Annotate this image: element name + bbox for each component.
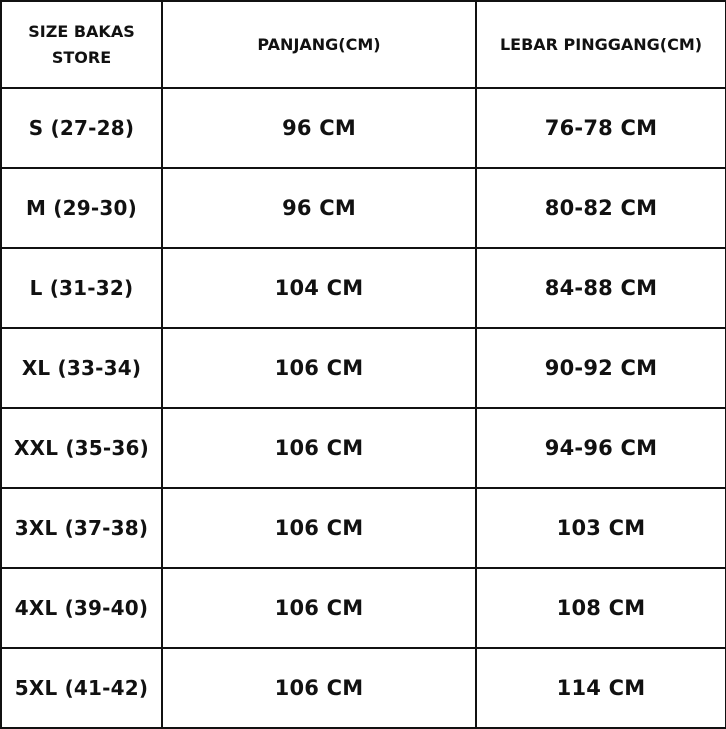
lebar-pinggang-cell: 94-96 CM xyxy=(476,408,726,488)
size-cell: S (27-28) xyxy=(1,88,162,168)
lebar-pinggang-cell: 84-88 CM xyxy=(476,248,726,328)
header-size: SIZE BAKAS STORE xyxy=(1,1,162,88)
table-row xyxy=(1,408,726,488)
header-panjang: PANJANG(CM) xyxy=(162,1,476,88)
panjang-cell: 106 CM xyxy=(162,568,476,648)
panjang-cell: 96 CM xyxy=(162,168,476,248)
size-cell: XXL (35-36) xyxy=(1,408,162,488)
size-cell: 3XL (37-38) xyxy=(1,488,162,568)
table-row xyxy=(1,488,726,568)
table-row xyxy=(1,568,726,648)
table-row xyxy=(1,328,726,408)
panjang-cell: 106 CM xyxy=(162,488,476,568)
lebar-pinggang-cell: 103 CM xyxy=(476,488,726,568)
panjang-cell: 106 CM xyxy=(162,328,476,408)
size-cell: M (29-30) xyxy=(1,168,162,248)
panjang-cell: 106 CM xyxy=(162,648,476,728)
size-cell: 5XL (41-42) xyxy=(1,648,162,728)
header-lebar-pinggang: LEBAR PINGGANG(CM) xyxy=(476,1,726,88)
panjang-cell: 96 CM xyxy=(162,88,476,168)
table-row xyxy=(1,88,726,168)
lebar-pinggang-cell: 114 CM xyxy=(476,648,726,728)
table-row xyxy=(1,648,726,728)
panjang-cell: 106 CM xyxy=(162,408,476,488)
size-cell: XL (33-34) xyxy=(1,328,162,408)
lebar-pinggang-cell: 76-78 CM xyxy=(476,88,726,168)
header-row xyxy=(1,1,726,88)
table-row xyxy=(1,168,726,248)
size-cell: L (31-32) xyxy=(1,248,162,328)
size-cell: 4XL (39-40) xyxy=(1,568,162,648)
table-row xyxy=(1,248,726,328)
lebar-pinggang-cell: 80-82 CM xyxy=(476,168,726,248)
lebar-pinggang-cell: 90-92 CM xyxy=(476,328,726,408)
panjang-cell: 104 CM xyxy=(162,248,476,328)
lebar-pinggang-cell: 108 CM xyxy=(476,568,726,648)
